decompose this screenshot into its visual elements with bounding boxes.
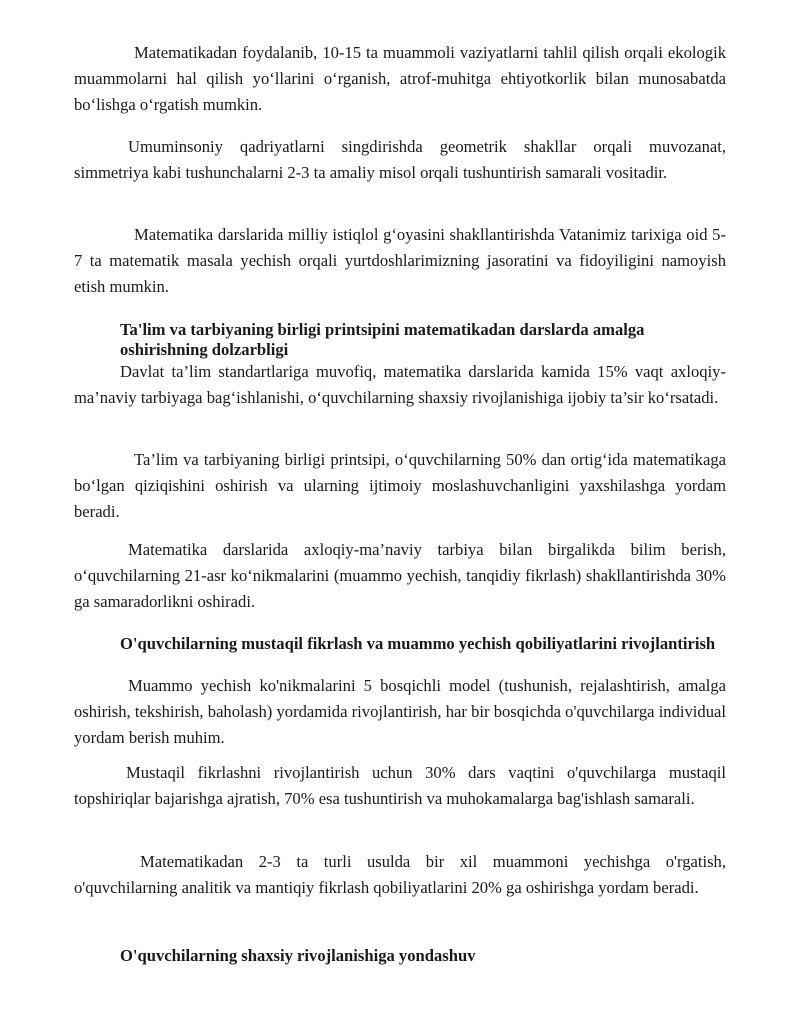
paragraph-state-standards: Davlat ta’lim standartlariga muvofiq, matematika darslarida kamida 15% vaqt axloqiy-ma’naviy tarbiyaga bag‘ishlanishi, o‘quvchilarning shaxsiy rivojlanishiga ijobiy ta’sir ko‘rsatadi.: [74, 362, 726, 407]
paragraph-21st-century-skills: Matematika darslarida axloqiy-ma’naviy tarbiya bilan birgalikda bilim berish, o‘quvchilarning 21-asr ko‘nikmalarini (muammo yechish, tanqidiy fikrlash) shakllantirishda 30% ga samaradorlikni oshiradi.: [74, 540, 726, 611]
paragraph-unity-principle: Ta’lim va tarbiyaning birligi printsipi, o‘quvchilarning 50% dan ortig‘ida matematikaga bo‘lgan qiziqishini oshirish va ularning ijtimoiy moslashuvchanligini yaxshilashga yordam beradi.: [74, 450, 726, 521]
paragraph-ecology: Matematikadan foydalanib, 10-15 ta muammoli vaziyatlarni tahlil qilish orqali ekologik muammolarni hal qilish yo‘llarini o‘rganish, atrof-muhitga ehtiyotkorlik bilan munosabatda bo‘lishga o‘rgatish mumkin.: [74, 43, 726, 114]
section-heading-personal-development: O'quvchilarning shaxsiy rivojlanishiga yondashuv: [120, 946, 476, 965]
paragraph-problem-solving-model: Muammo yechish ko'nikmalarini 5 bosqichli model (tushunish, rejalashtirish, amalga oshirish, tekshirish, baholash) yordamida rivojlantirish, har bir bosqichda o'quvchilarga individual yordam berish muhim.: [74, 676, 726, 747]
section-heading-education-upbringing: Ta'lim va tarbiyaning birligi printsipini matematikadan darslarda amalga oshirishning dolzarbligi: [120, 320, 645, 359]
paragraph-independent-tasks: Mustaqil fikrlashni rivojlantirish uchun 30% dars vaqtini o'quvchilarga mustaqil topshiriqlar bajarishga ajratish, 70% esa tushuntirish va muhokamalarga bag'ishlash samarali.: [74, 763, 726, 808]
paragraph-universal-values: Umuminsoniy qadriyatlarni singdirishda geometrik shakllar orqali muvozanat, simmetriya kabi tushunchalarni 2-3 ta amaliy misol orqali tushuntirish samarali vositadir.: [74, 137, 726, 182]
paragraph-multiple-methods: Matematikadan 2-3 ta turli usulda bir xil muammoni yechishga o'rgatish, o'quvchilarning analitik va mantiqiy fikrlash qobiliyatlarini 20% ga oshirishga yordam beradi.: [74, 852, 726, 897]
paragraph-national-idea: Matematika darslarida milliy istiqlol g‘oyasini shakllantirishda Vatanimiz tarixiga oid 5-7 ta matematik masala yechish orqali yurtdoshlarimizning jasoratini va fidoyiligini namoyish etish mumkin.: [74, 225, 726, 296]
section-heading-independent-thinking: O'quvchilarning mustaqil fikrlash va muammo yechish qobiliyatlarini rivojlantirish: [120, 634, 716, 653]
